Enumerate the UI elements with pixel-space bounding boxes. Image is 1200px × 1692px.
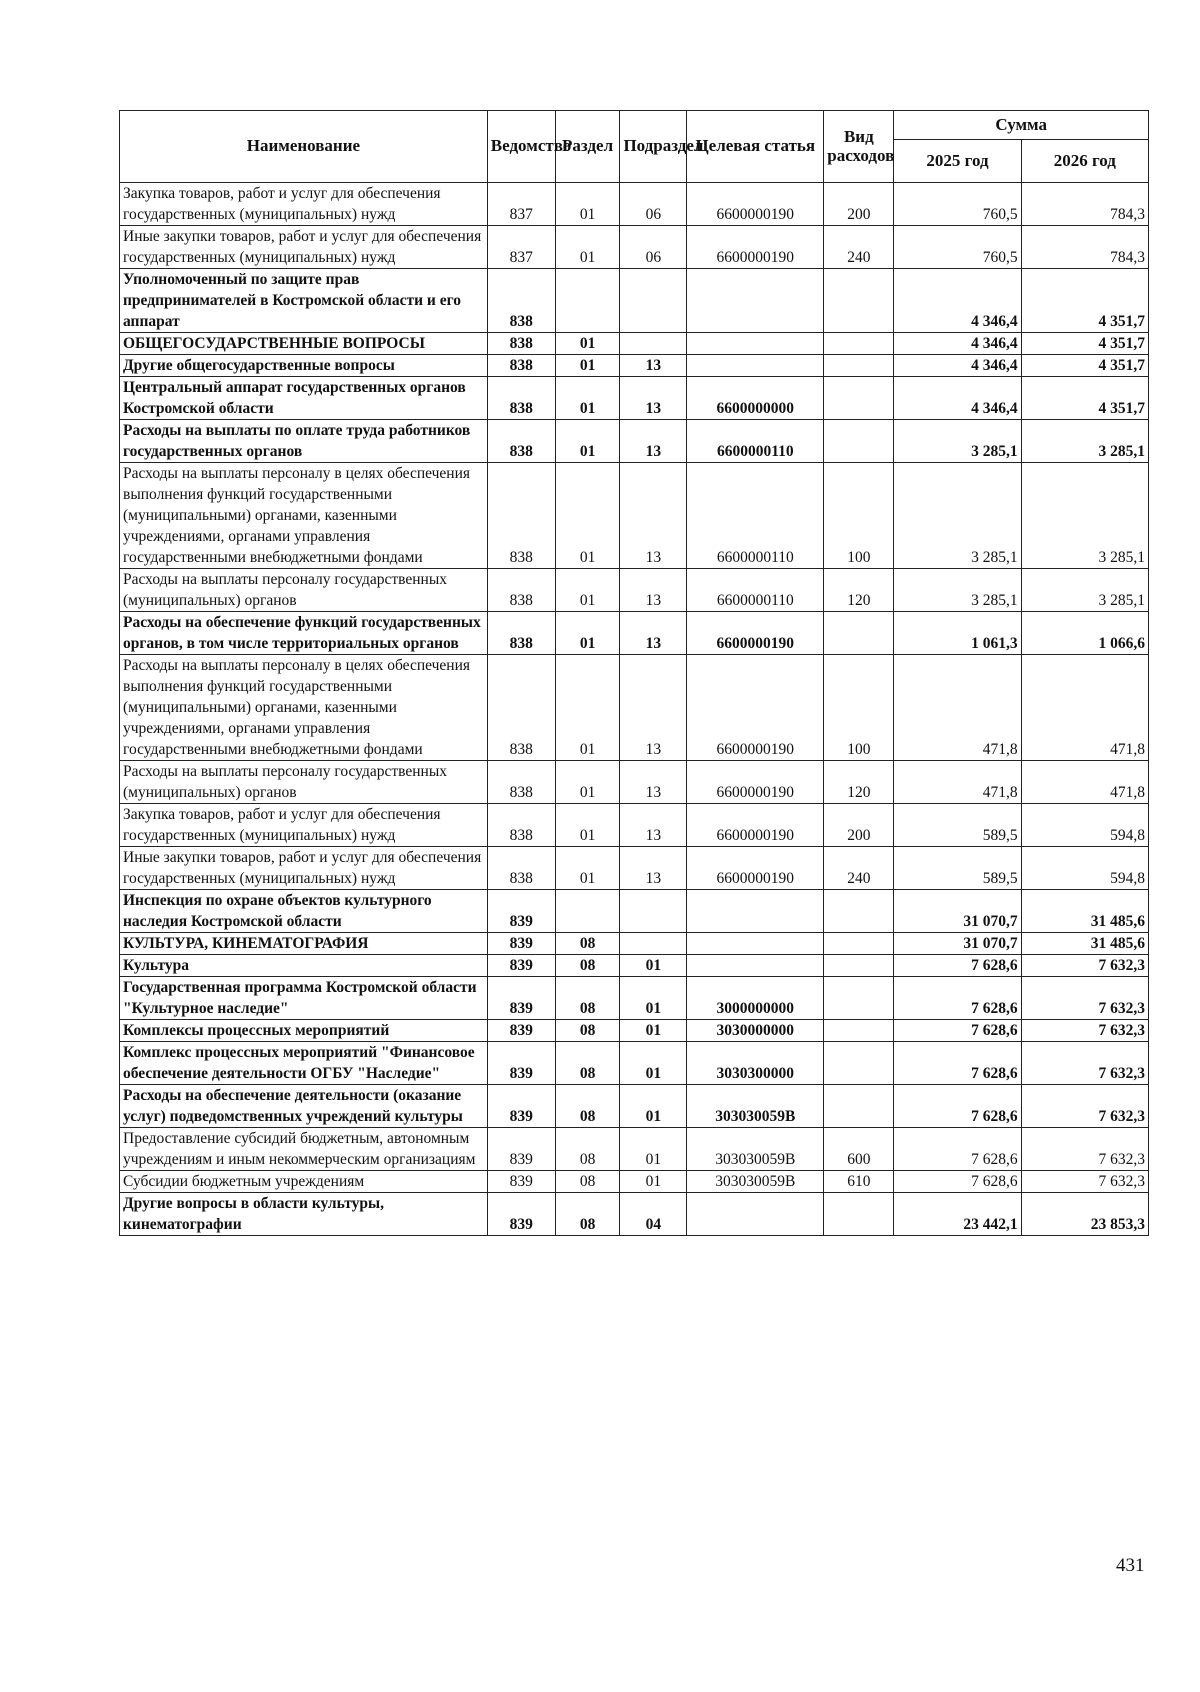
cell-sum-2025: 3 285,1 bbox=[894, 463, 1021, 569]
cell-sum-2026: 23 853,3 bbox=[1021, 1193, 1148, 1236]
table-row bbox=[120, 933, 1149, 955]
cell-exp-type: 600 bbox=[824, 1128, 894, 1171]
cell-sum-2026: 4 351,7 bbox=[1021, 355, 1148, 377]
cell-sum-2026: 7 632,3 bbox=[1021, 1128, 1148, 1171]
cell-section: 01 bbox=[555, 612, 620, 655]
cell-name: Комплекс процессных мероприятий "Финансовое обеспечение деятельности ОГБУ "Наследие" bbox=[120, 1042, 488, 1085]
cell-dept: 838 bbox=[487, 463, 555, 569]
cell-name: Другие вопросы в области культуры, кинематографии bbox=[120, 1193, 488, 1236]
cell-name: Расходы на выплаты персоналу в целях обеспечения выполнения функций государственными (муниципальными) органами, казенными учреждениями, органами управления государственными внебюджетными фондами bbox=[120, 463, 488, 569]
cell-dept: 838 bbox=[487, 569, 555, 612]
cell-section: 01 bbox=[555, 333, 620, 355]
table-row bbox=[120, 1128, 1149, 1171]
cell-name: КУЛЬТУРА, КИНЕМАТОГРАФИЯ bbox=[120, 933, 488, 955]
table-row bbox=[120, 420, 1149, 463]
cell-dept: 838 bbox=[487, 269, 555, 333]
cell-exp-type bbox=[824, 977, 894, 1020]
cell-dept: 839 bbox=[487, 933, 555, 955]
header-dept: Ведомство bbox=[487, 111, 555, 183]
cell-sum-2026: 4 351,7 bbox=[1021, 269, 1148, 333]
cell-name: Центральный аппарат государственных органов Костромской области bbox=[120, 377, 488, 420]
cell-section: 01 bbox=[555, 377, 620, 420]
cell-name: Инспекция по охране объектов культурного наследия Костромской области bbox=[120, 890, 488, 933]
cell-target: 6600000190 bbox=[687, 847, 824, 890]
header-name: Наименование bbox=[120, 111, 488, 183]
cell-target: 303030059В bbox=[687, 1128, 824, 1171]
cell-sum-2026: 3 285,1 bbox=[1021, 569, 1148, 612]
budget-table bbox=[119, 110, 1149, 1236]
cell-subsection: 01 bbox=[620, 955, 687, 977]
cell-sum-2025: 7 628,6 bbox=[894, 1085, 1021, 1128]
cell-dept: 839 bbox=[487, 1128, 555, 1171]
cell-name: Расходы на обеспечение функций государственных органов, в том числе территориальных органов bbox=[120, 612, 488, 655]
cell-section: 08 bbox=[555, 1020, 620, 1042]
cell-dept: 838 bbox=[487, 377, 555, 420]
cell-section: 01 bbox=[555, 804, 620, 847]
cell-section: 08 bbox=[555, 1171, 620, 1193]
cell-sum-2026: 471,8 bbox=[1021, 655, 1148, 761]
cell-sum-2025: 4 346,4 bbox=[894, 377, 1021, 420]
cell-target: 6600000110 bbox=[687, 420, 824, 463]
cell-sum-2026: 471,8 bbox=[1021, 761, 1148, 804]
cell-sum-2026: 594,8 bbox=[1021, 804, 1148, 847]
cell-name: Иные закупки товаров, работ и услуг для обеспечения государственных (муниципальных) нужд bbox=[120, 847, 488, 890]
cell-dept: 838 bbox=[487, 420, 555, 463]
cell-target bbox=[687, 355, 824, 377]
cell-subsection: 06 bbox=[620, 226, 687, 269]
cell-subsection: 13 bbox=[620, 612, 687, 655]
cell-target: 6600000110 bbox=[687, 463, 824, 569]
cell-sum-2026: 7 632,3 bbox=[1021, 977, 1148, 1020]
table-row bbox=[120, 269, 1149, 333]
cell-dept: 839 bbox=[487, 1193, 555, 1236]
cell-subsection: 13 bbox=[620, 569, 687, 612]
cell-dept: 839 bbox=[487, 1085, 555, 1128]
cell-target: 6600000190 bbox=[687, 183, 824, 226]
cell-name: Комплексы процессных мероприятий bbox=[120, 1020, 488, 1042]
cell-sum-2025: 31 070,7 bbox=[894, 890, 1021, 933]
cell-sum-2025: 7 628,6 bbox=[894, 1128, 1021, 1171]
table-row bbox=[120, 333, 1149, 355]
cell-sum-2025: 3 285,1 bbox=[894, 420, 1021, 463]
cell-section: 01 bbox=[555, 420, 620, 463]
cell-exp-type: 240 bbox=[824, 226, 894, 269]
cell-section: 01 bbox=[555, 183, 620, 226]
cell-subsection: 01 bbox=[620, 1171, 687, 1193]
cell-sum-2025: 760,5 bbox=[894, 183, 1021, 226]
cell-subsection: 13 bbox=[620, 847, 687, 890]
cell-target: 303030059В bbox=[687, 1085, 824, 1128]
cell-sum-2025: 589,5 bbox=[894, 847, 1021, 890]
cell-section: 01 bbox=[555, 355, 620, 377]
cell-sum-2025: 4 346,4 bbox=[894, 333, 1021, 355]
cell-sum-2025: 7 628,6 bbox=[894, 1020, 1021, 1042]
cell-dept: 838 bbox=[487, 847, 555, 890]
cell-subsection: 13 bbox=[620, 804, 687, 847]
cell-sum-2026: 784,3 bbox=[1021, 226, 1148, 269]
cell-name: Другие общегосударственные вопросы bbox=[120, 355, 488, 377]
cell-section: 08 bbox=[555, 1042, 620, 1085]
cell-sum-2026: 594,8 bbox=[1021, 847, 1148, 890]
cell-subsection: 13 bbox=[620, 463, 687, 569]
cell-name: Государственная программа Костромской области "Культурное наследие" bbox=[120, 977, 488, 1020]
cell-name: Закупка товаров, работ и услуг для обеспечения государственных (муниципальных) нужд bbox=[120, 183, 488, 226]
cell-section: 01 bbox=[555, 761, 620, 804]
cell-target: 303030059В bbox=[687, 1171, 824, 1193]
table-row bbox=[120, 377, 1149, 420]
table-row bbox=[120, 463, 1149, 569]
table-row bbox=[120, 1171, 1149, 1193]
table-row bbox=[120, 655, 1149, 761]
cell-section: 08 bbox=[555, 1128, 620, 1171]
header-sum: Сумма bbox=[894, 111, 1149, 140]
cell-sum-2025: 4 346,4 bbox=[894, 269, 1021, 333]
cell-target: 6600000190 bbox=[687, 761, 824, 804]
cell-section: 08 bbox=[555, 1193, 620, 1236]
cell-exp-type bbox=[824, 933, 894, 955]
cell-dept: 838 bbox=[487, 655, 555, 761]
cell-section: 01 bbox=[555, 226, 620, 269]
cell-section: 08 bbox=[555, 955, 620, 977]
cell-subsection: 13 bbox=[620, 761, 687, 804]
header-target: Целевая статья bbox=[687, 111, 824, 183]
cell-name: Субсидии бюджетным учреждениям bbox=[120, 1171, 488, 1193]
cell-target: 3030300000 bbox=[687, 1042, 824, 1085]
cell-dept: 838 bbox=[487, 333, 555, 355]
cell-sum-2025: 23 442,1 bbox=[894, 1193, 1021, 1236]
header-section: Раздел bbox=[555, 111, 620, 183]
cell-target: 6600000190 bbox=[687, 804, 824, 847]
cell-name: Закупка товаров, работ и услуг для обеспечения государственных (муниципальных) нужд bbox=[120, 804, 488, 847]
cell-exp-type bbox=[824, 420, 894, 463]
cell-name: Расходы на обеспечение деятельности (оказание услуг) подведомственных учреждений культуры bbox=[120, 1085, 488, 1128]
cell-sum-2025: 7 628,6 bbox=[894, 1042, 1021, 1085]
cell-dept: 838 bbox=[487, 612, 555, 655]
cell-exp-type: 200 bbox=[824, 804, 894, 847]
table-body bbox=[120, 183, 1149, 1236]
cell-exp-type bbox=[824, 955, 894, 977]
table-row bbox=[120, 183, 1149, 226]
cell-exp-type: 100 bbox=[824, 463, 894, 569]
cell-section: 01 bbox=[555, 569, 620, 612]
cell-sum-2025: 471,8 bbox=[894, 761, 1021, 804]
cell-target: 6600000000 bbox=[687, 377, 824, 420]
cell-name: Расходы на выплаты по оплате труда работников государственных органов bbox=[120, 420, 488, 463]
cell-subsection: 04 bbox=[620, 1193, 687, 1236]
cell-dept: 839 bbox=[487, 955, 555, 977]
cell-name: Расходы на выплаты персоналу государственных (муниципальных) органов bbox=[120, 761, 488, 804]
cell-exp-type: 120 bbox=[824, 761, 894, 804]
table-row bbox=[120, 1020, 1149, 1042]
cell-target bbox=[687, 269, 824, 333]
cell-section: 08 bbox=[555, 1085, 620, 1128]
cell-target: 6600000190 bbox=[687, 226, 824, 269]
cell-sum-2025: 471,8 bbox=[894, 655, 1021, 761]
cell-sum-2026: 784,3 bbox=[1021, 183, 1148, 226]
cell-exp-type bbox=[824, 1193, 894, 1236]
cell-name: Культура bbox=[120, 955, 488, 977]
cell-exp-type bbox=[824, 377, 894, 420]
cell-section: 01 bbox=[555, 847, 620, 890]
cell-exp-type bbox=[824, 269, 894, 333]
cell-sum-2025: 31 070,7 bbox=[894, 933, 1021, 955]
cell-name: Расходы на выплаты персоналу государственных (муниципальных) органов bbox=[120, 569, 488, 612]
cell-sum-2025: 4 346,4 bbox=[894, 355, 1021, 377]
cell-exp-type: 240 bbox=[824, 847, 894, 890]
cell-name: ОБЩЕГОСУДАРСТВЕННЫЕ ВОПРОСЫ bbox=[120, 333, 488, 355]
table-row bbox=[120, 955, 1149, 977]
table-row bbox=[120, 804, 1149, 847]
table-row bbox=[120, 1042, 1149, 1085]
header-exp-type: Вид расходов bbox=[824, 111, 894, 183]
cell-subsection bbox=[620, 933, 687, 955]
cell-target bbox=[687, 1193, 824, 1236]
cell-sum-2025: 760,5 bbox=[894, 226, 1021, 269]
table-row bbox=[120, 847, 1149, 890]
cell-exp-type: 610 bbox=[824, 1171, 894, 1193]
cell-sum-2025: 1 061,3 bbox=[894, 612, 1021, 655]
cell-target: 3030000000 bbox=[687, 1020, 824, 1042]
cell-target: 6600000190 bbox=[687, 612, 824, 655]
cell-subsection: 13 bbox=[620, 377, 687, 420]
cell-target bbox=[687, 333, 824, 355]
cell-exp-type bbox=[824, 1085, 894, 1128]
cell-target: 3000000000 bbox=[687, 977, 824, 1020]
header-2026: 2026 год bbox=[1021, 140, 1148, 183]
cell-target: 6600000110 bbox=[687, 569, 824, 612]
cell-sum-2026: 31 485,6 bbox=[1021, 890, 1148, 933]
cell-subsection bbox=[620, 333, 687, 355]
table-header bbox=[120, 111, 1149, 183]
cell-dept: 839 bbox=[487, 1042, 555, 1085]
cell-subsection: 01 bbox=[620, 1085, 687, 1128]
cell-sum-2026: 31 485,6 bbox=[1021, 933, 1148, 955]
page-number: 431 bbox=[1116, 1555, 1145, 1576]
cell-sum-2026: 4 351,7 bbox=[1021, 377, 1148, 420]
cell-sum-2025: 7 628,6 bbox=[894, 955, 1021, 977]
table-row bbox=[120, 977, 1149, 1020]
cell-section: 01 bbox=[555, 463, 620, 569]
cell-sum-2026: 7 632,3 bbox=[1021, 955, 1148, 977]
cell-sum-2026: 7 632,3 bbox=[1021, 1171, 1148, 1193]
cell-sum-2026: 7 632,3 bbox=[1021, 1020, 1148, 1042]
cell-sum-2026: 1 066,6 bbox=[1021, 612, 1148, 655]
cell-target: 6600000190 bbox=[687, 655, 824, 761]
cell-target bbox=[687, 890, 824, 933]
cell-dept: 837 bbox=[487, 183, 555, 226]
table-row bbox=[120, 1085, 1149, 1128]
cell-subsection: 01 bbox=[620, 1020, 687, 1042]
cell-exp-type bbox=[824, 890, 894, 933]
cell-section bbox=[555, 890, 620, 933]
cell-subsection: 13 bbox=[620, 420, 687, 463]
cell-sum-2026: 7 632,3 bbox=[1021, 1042, 1148, 1085]
table-row bbox=[120, 890, 1149, 933]
cell-subsection: 01 bbox=[620, 977, 687, 1020]
cell-dept: 838 bbox=[487, 355, 555, 377]
header-subsection: Подраздел bbox=[620, 111, 687, 183]
cell-subsection bbox=[620, 890, 687, 933]
cell-dept: 839 bbox=[487, 1171, 555, 1193]
cell-dept: 839 bbox=[487, 977, 555, 1020]
header-2025: 2025 год bbox=[894, 140, 1021, 183]
cell-sum-2025: 7 628,6 bbox=[894, 1171, 1021, 1193]
cell-subsection: 13 bbox=[620, 355, 687, 377]
cell-sum-2026: 3 285,1 bbox=[1021, 420, 1148, 463]
cell-sum-2025: 3 285,1 bbox=[894, 569, 1021, 612]
cell-exp-type bbox=[824, 333, 894, 355]
cell-subsection: 01 bbox=[620, 1042, 687, 1085]
table-row bbox=[120, 355, 1149, 377]
cell-section bbox=[555, 269, 620, 333]
cell-subsection bbox=[620, 269, 687, 333]
table-row bbox=[120, 226, 1149, 269]
cell-name: Расходы на выплаты персоналу в целях обеспечения выполнения функций государственными (муниципальными) органами, казенными учреждениями, органами управления государственными внебюджетными фондами bbox=[120, 655, 488, 761]
cell-exp-type bbox=[824, 355, 894, 377]
cell-sum-2025: 589,5 bbox=[894, 804, 1021, 847]
cell-subsection: 13 bbox=[620, 655, 687, 761]
cell-sum-2025: 7 628,6 bbox=[894, 977, 1021, 1020]
cell-dept: 837 bbox=[487, 226, 555, 269]
cell-sum-2026: 4 351,7 bbox=[1021, 333, 1148, 355]
cell-exp-type bbox=[824, 612, 894, 655]
cell-subsection: 06 bbox=[620, 183, 687, 226]
cell-target bbox=[687, 955, 824, 977]
cell-section: 01 bbox=[555, 655, 620, 761]
cell-exp-type: 100 bbox=[824, 655, 894, 761]
cell-name: Иные закупки товаров, работ и услуг для обеспечения государственных (муниципальных) нужд bbox=[120, 226, 488, 269]
cell-name: Уполномоченный по защите прав предпринимателей в Костромской области и его аппарат bbox=[120, 269, 488, 333]
table-row bbox=[120, 1193, 1149, 1236]
cell-section: 08 bbox=[555, 933, 620, 955]
cell-sum-2026: 7 632,3 bbox=[1021, 1085, 1148, 1128]
cell-name: Предоставление субсидий бюджетным, автономным учреждениям и иным некоммерческим организациям bbox=[120, 1128, 488, 1171]
cell-exp-type bbox=[824, 1042, 894, 1085]
cell-exp-type: 200 bbox=[824, 183, 894, 226]
cell-subsection: 01 bbox=[620, 1128, 687, 1171]
cell-sum-2026: 3 285,1 bbox=[1021, 463, 1148, 569]
table-row bbox=[120, 569, 1149, 612]
cell-dept: 838 bbox=[487, 761, 555, 804]
table-row bbox=[120, 612, 1149, 655]
table-row bbox=[120, 761, 1149, 804]
cell-dept: 839 bbox=[487, 1020, 555, 1042]
cell-exp-type: 120 bbox=[824, 569, 894, 612]
cell-target bbox=[687, 933, 824, 955]
cell-dept: 839 bbox=[487, 890, 555, 933]
cell-exp-type bbox=[824, 1020, 894, 1042]
cell-dept: 838 bbox=[487, 804, 555, 847]
cell-section: 08 bbox=[555, 977, 620, 1020]
